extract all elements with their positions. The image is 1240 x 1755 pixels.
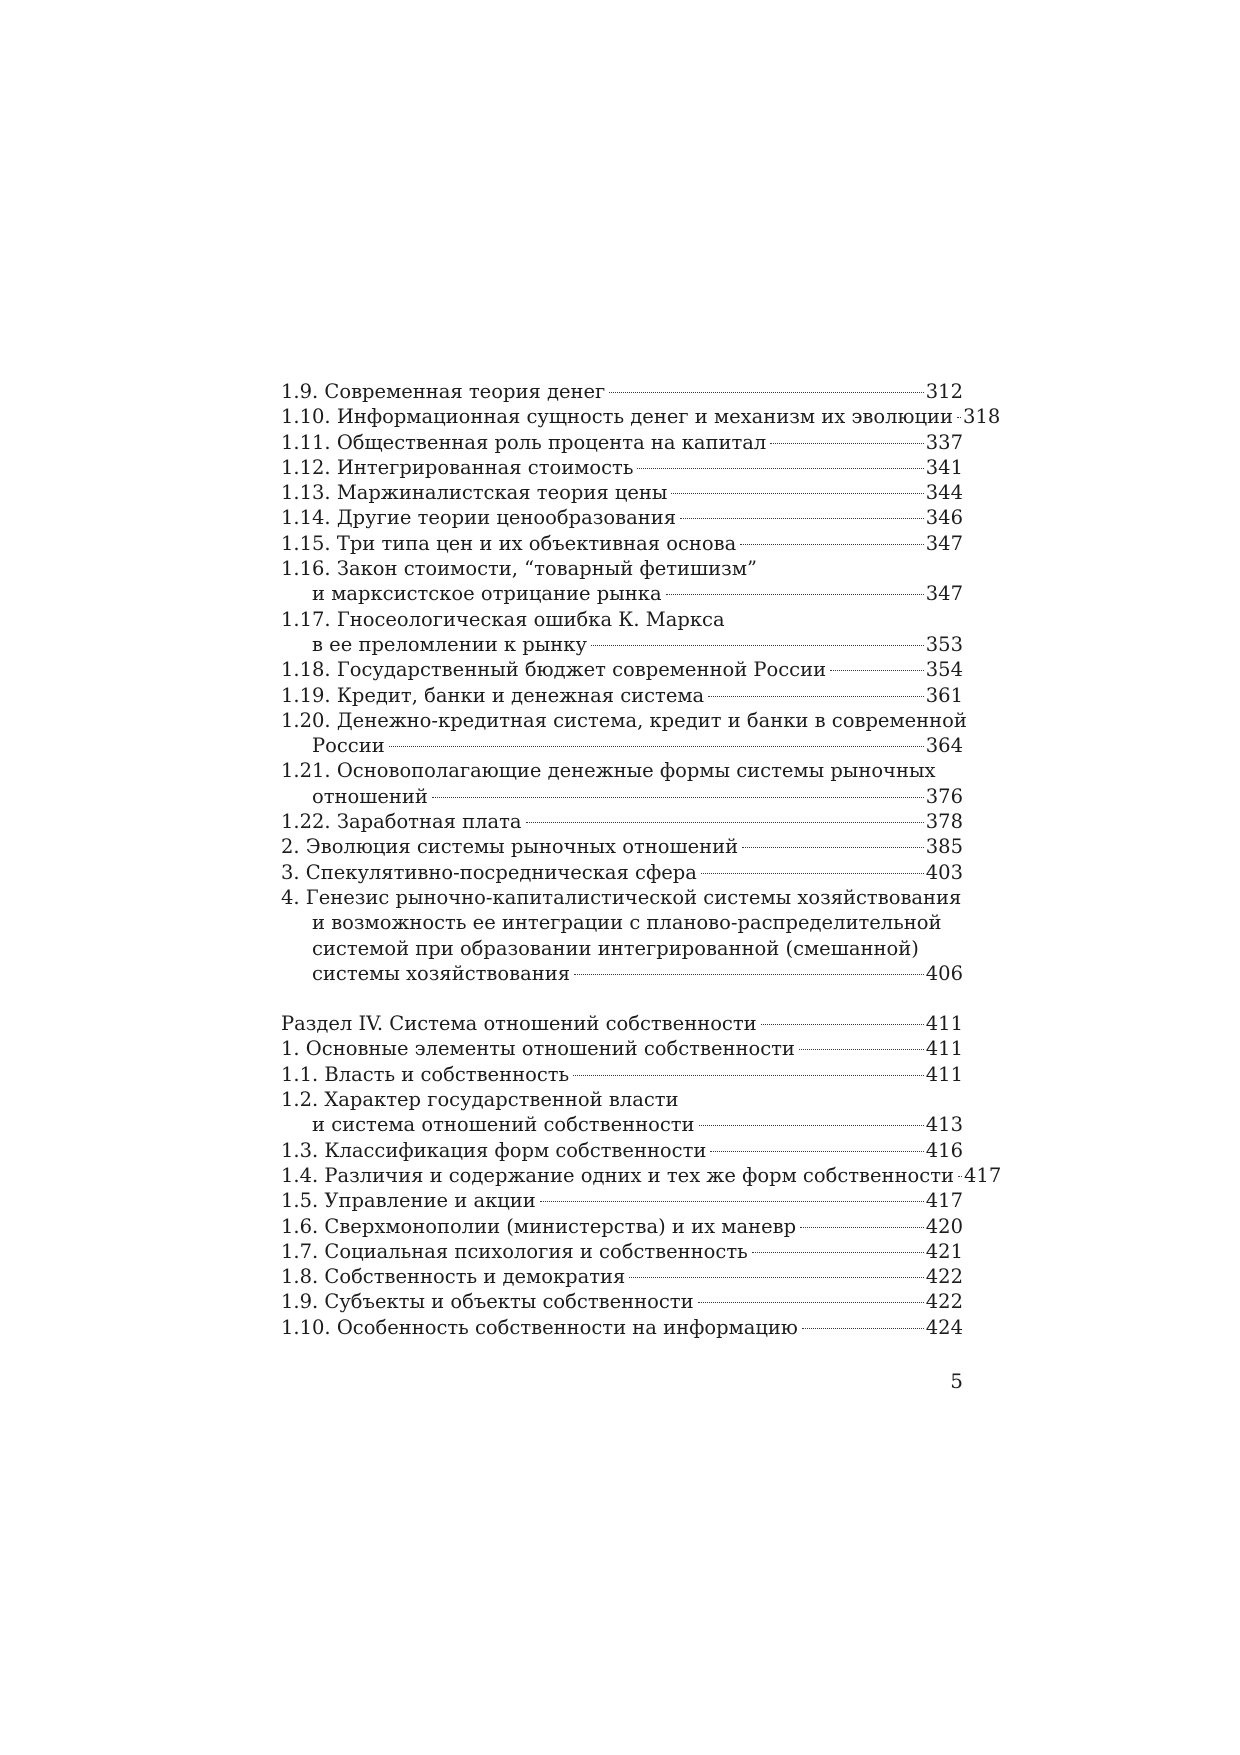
toc-entry-page: 312: [925, 380, 963, 403]
toc-entry: [281, 860, 963, 885]
toc-entry-row: [281, 1264, 963, 1289]
toc-entry: [281, 708, 967, 759]
page-number: 5: [950, 1369, 963, 1393]
toc-entry-page: 411: [925, 1012, 963, 1036]
toc-entry-page: 385: [925, 835, 963, 859]
dot-leader: [770, 443, 923, 444]
toc-entry-row: [281, 784, 963, 809]
toc-entry-page: 403: [925, 860, 963, 884]
toc-entry-title: 1.7. Социальная психология и собственность: [281, 1239, 748, 1263]
toc-entry: [281, 1163, 1002, 1188]
dot-leader: [802, 1328, 924, 1329]
toc-entry-title: 1.4. Различия и содержание одних и тех же форм собственности: [281, 1163, 954, 1187]
toc-entry-row: [281, 1289, 963, 1314]
toc-entry-row: [281, 961, 963, 986]
toc-entry-title: 1.1. Власть и собственность: [281, 1062, 570, 1086]
toc-entry-page: 421: [925, 1239, 963, 1263]
toc-entry-page: 424: [925, 1315, 963, 1339]
toc-entry-title: 1.13. Маржиналистская теория цены: [281, 481, 668, 505]
toc-entry: [281, 758, 963, 809]
toc-entry-title: 1.9. Субъекты и объекты собственности: [281, 1290, 694, 1314]
toc-entry-title: 1.10. Информационная сущность денег и механизм их эволюции: [281, 405, 954, 429]
toc-entry-page: 417: [925, 1189, 963, 1213]
toc-entry-title-line: 1.17. Гносеологическая ошибка К. Маркса: [281, 607, 725, 631]
toc-entry: [281, 379, 963, 404]
toc-entry-title: 1.14. Другие теории ценообразования: [281, 506, 676, 530]
toc-entry: [281, 1062, 963, 1087]
toc-entry-title: 1.9. Современная теория денег: [281, 380, 606, 403]
toc-entry-row: [281, 657, 963, 682]
toc-entry-title: 1.10. Особенность собственности на информацию: [281, 1315, 798, 1339]
toc-entry: [281, 430, 963, 455]
toc-entry-page: 361: [925, 683, 963, 707]
toc-entry-title: 1.19. Кредит, банки и денежная система: [281, 683, 705, 707]
toc-entry: [281, 1036, 963, 1061]
toc-entry-row: [281, 455, 963, 480]
toc-entry-row: [281, 505, 963, 530]
dot-leader: [540, 1201, 924, 1202]
toc-entry: [281, 480, 963, 505]
toc-entry: [281, 1138, 963, 1163]
toc-entry: [281, 1011, 963, 1036]
dot-leader: [708, 696, 924, 697]
toc-entry: [281, 1239, 963, 1264]
toc-entry-row: [281, 1214, 963, 1239]
toc-entry: [281, 1289, 963, 1314]
dot-leader: [742, 847, 924, 848]
toc-entry-page: 341: [925, 455, 963, 479]
toc-entry-row: [281, 379, 963, 404]
toc-entry: [281, 1188, 963, 1213]
toc-entry-row: [281, 1062, 963, 1087]
toc-entry-page: 411: [925, 1062, 963, 1086]
toc-entry-page: 417: [964, 1163, 1002, 1187]
toc-entry-row: [281, 1011, 963, 1036]
dot-leader: [432, 797, 924, 798]
dot-leader: [591, 645, 924, 646]
toc-entry-title-line: системой при образовании интегрированной (смешанной): [312, 936, 919, 960]
toc-entry: [281, 556, 963, 607]
toc-entry-title: и система отношений собственности: [312, 1113, 695, 1137]
dot-leader: [799, 1049, 924, 1050]
toc-entry: [281, 505, 963, 530]
toc-entry-page: 353: [925, 632, 963, 656]
toc-entry-row: [281, 632, 963, 657]
toc-entry: [281, 1264, 963, 1289]
toc-entry-row: [281, 1315, 963, 1340]
toc-entry: [281, 1087, 963, 1138]
toc-entry-page: 406: [925, 961, 963, 985]
group-separator: [281, 986, 963, 1011]
toc-entry: [281, 683, 963, 708]
toc-entry-row: [281, 581, 963, 606]
toc-entry-title: 1.12. Интегрированная стоимость: [281, 455, 634, 479]
toc-entry-title: 1.6. Сверхмонополии (министерства) и их маневр: [281, 1214, 797, 1238]
toc-entry-row: [281, 531, 963, 556]
dot-leader: [389, 746, 924, 747]
toc-entry-title: 3. Спекулятивно-посредническая сфера: [281, 860, 697, 884]
dot-leader: [740, 544, 923, 545]
dot-leader: [526, 822, 924, 823]
toc-entry: [281, 1315, 963, 1340]
toc-entry-title: 1. Основные элементы отношений собственности: [281, 1037, 795, 1061]
toc-entry-row: [281, 430, 963, 455]
dot-leader: [573, 1075, 924, 1076]
toc-entry-title-line: 4. Генезис рыночно-капиталистической системы хозяйствования: [281, 885, 962, 909]
toc-entry-title: отношений: [312, 784, 428, 808]
toc-entry-row: [281, 1112, 963, 1137]
toc-entry-page: 364: [925, 734, 963, 758]
toc-entry-page: 347: [925, 531, 963, 555]
dot-leader: [752, 1252, 924, 1253]
toc-entry: [281, 607, 963, 658]
dot-leader: [637, 468, 923, 469]
dot-leader: [761, 1024, 924, 1025]
dot-leader: [609, 392, 924, 393]
toc-entry-title-line: 1.21. Основополагающие денежные формы системы рыночных: [281, 759, 936, 783]
toc-entry-page: 411: [925, 1037, 963, 1061]
dot-leader: [666, 594, 924, 595]
dot-leader: [830, 670, 924, 671]
toc-entry-row: [281, 1036, 963, 1061]
toc-entry-title-line: 1.20. Денежно-кредитная система, кредит и банки в современной: [281, 708, 967, 732]
toc-entry-title: 1.3. Классификация форм собственности: [281, 1138, 707, 1162]
toc-entry-row: [281, 480, 963, 505]
dot-leader: [958, 1176, 962, 1177]
toc-entry-title: 1.5. Управление и акции: [281, 1189, 536, 1213]
toc-entry: [281, 657, 963, 682]
toc-entry: [281, 455, 963, 480]
toc-entry-page: 378: [925, 810, 963, 834]
toc-entry: [281, 809, 963, 834]
toc-entry-title-line: 1.16. Закон стоимости, “товарный фетишизм”: [281, 557, 757, 581]
toc-entry-row: [281, 834, 963, 859]
dot-leader: [699, 1125, 924, 1126]
dot-leader: [701, 873, 924, 874]
toc-entry-row: [281, 1138, 963, 1163]
toc-entry-row: [281, 1188, 963, 1213]
toc-entry-title: 1.8. Собственность и демократия: [281, 1265, 626, 1289]
dot-leader: [574, 974, 924, 975]
toc-entry: [281, 1214, 963, 1239]
toc-entry-title: 1.18. Государственный бюджет современной России: [281, 658, 827, 682]
dot-leader: [800, 1227, 924, 1228]
toc-entry-row: [281, 683, 963, 708]
toc-entry-title: в ее преломлении к рынку: [312, 632, 587, 656]
toc-entry-title: 1.11. Общественная роль процента на капитал: [281, 430, 767, 454]
toc-entry-title: 1.22. Заработная плата: [281, 810, 522, 834]
toc-entry-page: 344: [925, 481, 963, 505]
toc-entry-row: [281, 1239, 963, 1264]
toc-entry-title-line: 1.2. Характер государственной власти: [281, 1088, 679, 1112]
dot-leader: [957, 417, 961, 418]
toc-entry: [281, 404, 1001, 429]
toc-entry-page: 346: [925, 506, 963, 530]
toc-entry-row: [281, 404, 1001, 429]
table-of-contents: [281, 379, 1002, 1340]
dot-leader: [698, 1302, 924, 1303]
toc-entry-page: 347: [925, 582, 963, 606]
toc-entry-page: 376: [925, 784, 963, 808]
toc-entry-row: [281, 733, 963, 758]
toc-entry-row: [281, 1163, 1002, 1188]
toc-entry-title: 2. Эволюция системы рыночных отношений: [281, 835, 739, 859]
dot-leader: [680, 518, 924, 519]
toc-entry-row: [281, 809, 963, 834]
toc-entry-title-line: и возможность ее интеграции с планово-распределительной: [312, 911, 942, 935]
toc-entry-title: и марксистское отрицание рынка: [312, 582, 662, 606]
toc-entry-page: 337: [925, 430, 963, 454]
toc-entry-page: 416: [925, 1138, 963, 1162]
toc-entry-page: 422: [925, 1265, 963, 1289]
toc-entry-title: 1.15. Три типа цен и их объективная основа: [281, 531, 737, 555]
toc-entry: [281, 531, 963, 556]
toc-entry-title: системы хозяйствования: [312, 961, 571, 985]
dot-leader: [629, 1277, 923, 1278]
toc-entry-page: 422: [925, 1290, 963, 1314]
dot-leader: [710, 1151, 923, 1152]
dot-leader: [671, 493, 923, 494]
toc-group-chapters: [281, 379, 1001, 986]
toc-group-section-iv: [281, 1011, 1002, 1340]
toc-entry-title: России: [312, 734, 385, 758]
toc-entry-page: 354: [925, 658, 963, 682]
toc-entry-page: 420: [925, 1214, 963, 1238]
toc-entry: [281, 885, 963, 986]
toc-entry-title: Раздел IV. Система отношений собственности: [281, 1012, 757, 1036]
toc-entry-row: [281, 860, 963, 885]
toc-entry: [281, 834, 963, 859]
toc-entry-page: 318: [963, 405, 1001, 429]
toc-entry-page: 413: [925, 1113, 963, 1137]
